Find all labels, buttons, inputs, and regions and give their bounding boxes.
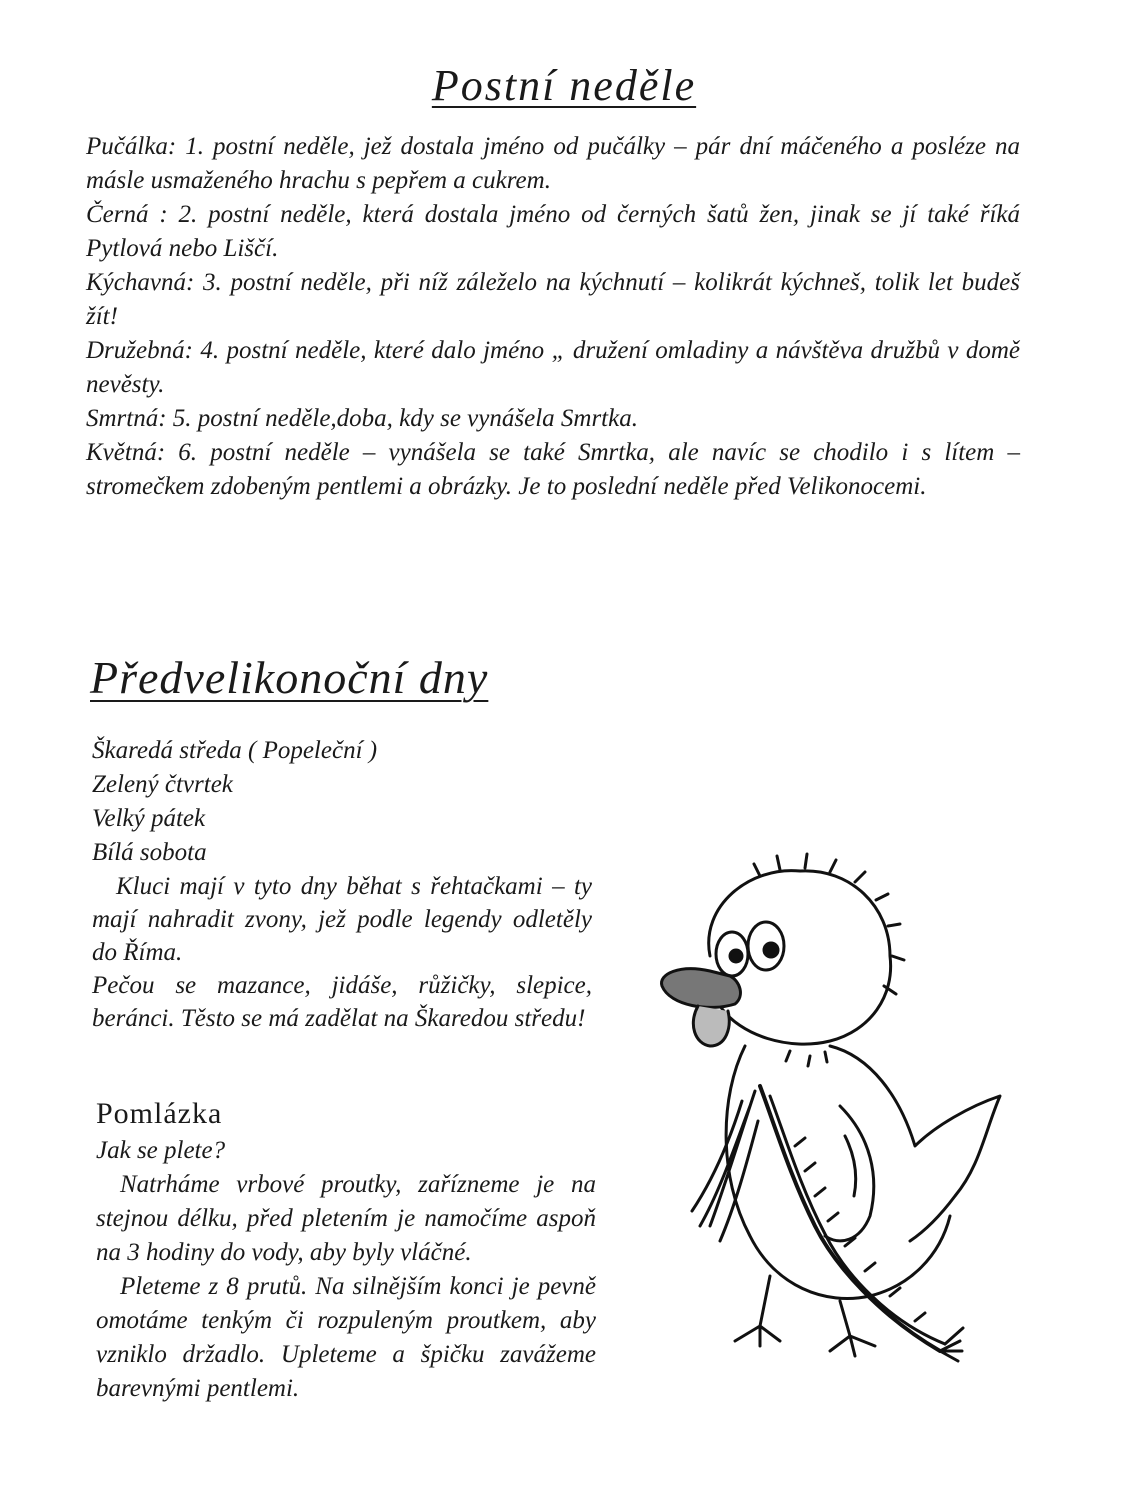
- entry-smrtna: Smrtná: 5. postní neděle,doba, kdy se vynášela Smrtka.: [86, 405, 638, 432]
- subheading-pomlazka: Pomlázka: [96, 1097, 223, 1130]
- day-item: Zelený čtvrtek: [92, 771, 233, 798]
- day-item: Bílá sobota: [92, 839, 207, 866]
- paragraph-prepare: Natrháme vrbové proutky, zařízneme je na stejnou délku, před pletením je namočíme aspoň na 3 hodiny do vody, aby byly vláčné.: [96, 1171, 596, 1266]
- title-predvelikonocni-dny: Předvelikonoční dny: [90, 652, 489, 703]
- paragraph-baking: Pečou se mazance, jidáše, růžičky, slepice, beránci. Těsto se má zadělat na Škaredou středu!: [92, 972, 592, 1032]
- entry-cerna: Černá : 2. postní neděle, která dostala jméno od černých šatů žen, jinak se jí také říká Pytlová nebo Liščí.: [86, 201, 1020, 262]
- day-item: Velký pátek: [92, 805, 206, 832]
- paragraph-weave: Pleteme z 8 prutů. Na silnějším konci je pevně omotáme tenkým či rozpuleným proutkem, aby vzniklo držadlo. Upleteme a špičku zavážeme barevnými pentlemi.: [96, 1273, 596, 1402]
- days-list: [92, 734, 592, 870]
- paragraph-rattles: Kluci mají v tyto dny běhat s řehtačkami – ty mají nahradit zvony, jež podle legendy odletěly do Říma.: [92, 873, 592, 966]
- entry-kychavna: Kýchavná: 3. postní neděle, při níž záleželo na kýchnutí – kolikrát kýchneš, tolik let budeš žít!: [86, 269, 1020, 330]
- lent-sundays-list: [86, 130, 1020, 504]
- traditions-text: [92, 870, 592, 1035]
- entry-druzebna: Družebná: 4. postní neděle, které dalo jméno „ družení omladiny a návštěva družbů v domě nevěsty.: [86, 337, 1020, 398]
- entry-pucalka: Pučálka: 1. postní neděle, jež dostala jméno od pučálky – pár dní máčeného a posléze na másle usmaženého hrachu s pepřem a cukrem.: [86, 133, 1020, 194]
- section-heading: [90, 646, 488, 710]
- pomlazka-instructions: [96, 1134, 596, 1406]
- page-title: [0, 56, 1128, 116]
- entry-kvetna: Květná: 6. postní neděle – vynášela se také Smrtka, ale navíc se chodilo i s lítem – stromečkem zdobeným pentlemi a obrázky. Je to poslední neděle před Velikonocemi.: [86, 439, 1020, 500]
- title-postni-nedele: Postní neděle: [431, 61, 697, 110]
- duckling-with-pomlazka-icon: [640, 846, 1020, 1376]
- pomlazka-question: Jak se plete?: [96, 1137, 226, 1164]
- day-item: Škaredá středa ( Popeleční ): [92, 737, 378, 764]
